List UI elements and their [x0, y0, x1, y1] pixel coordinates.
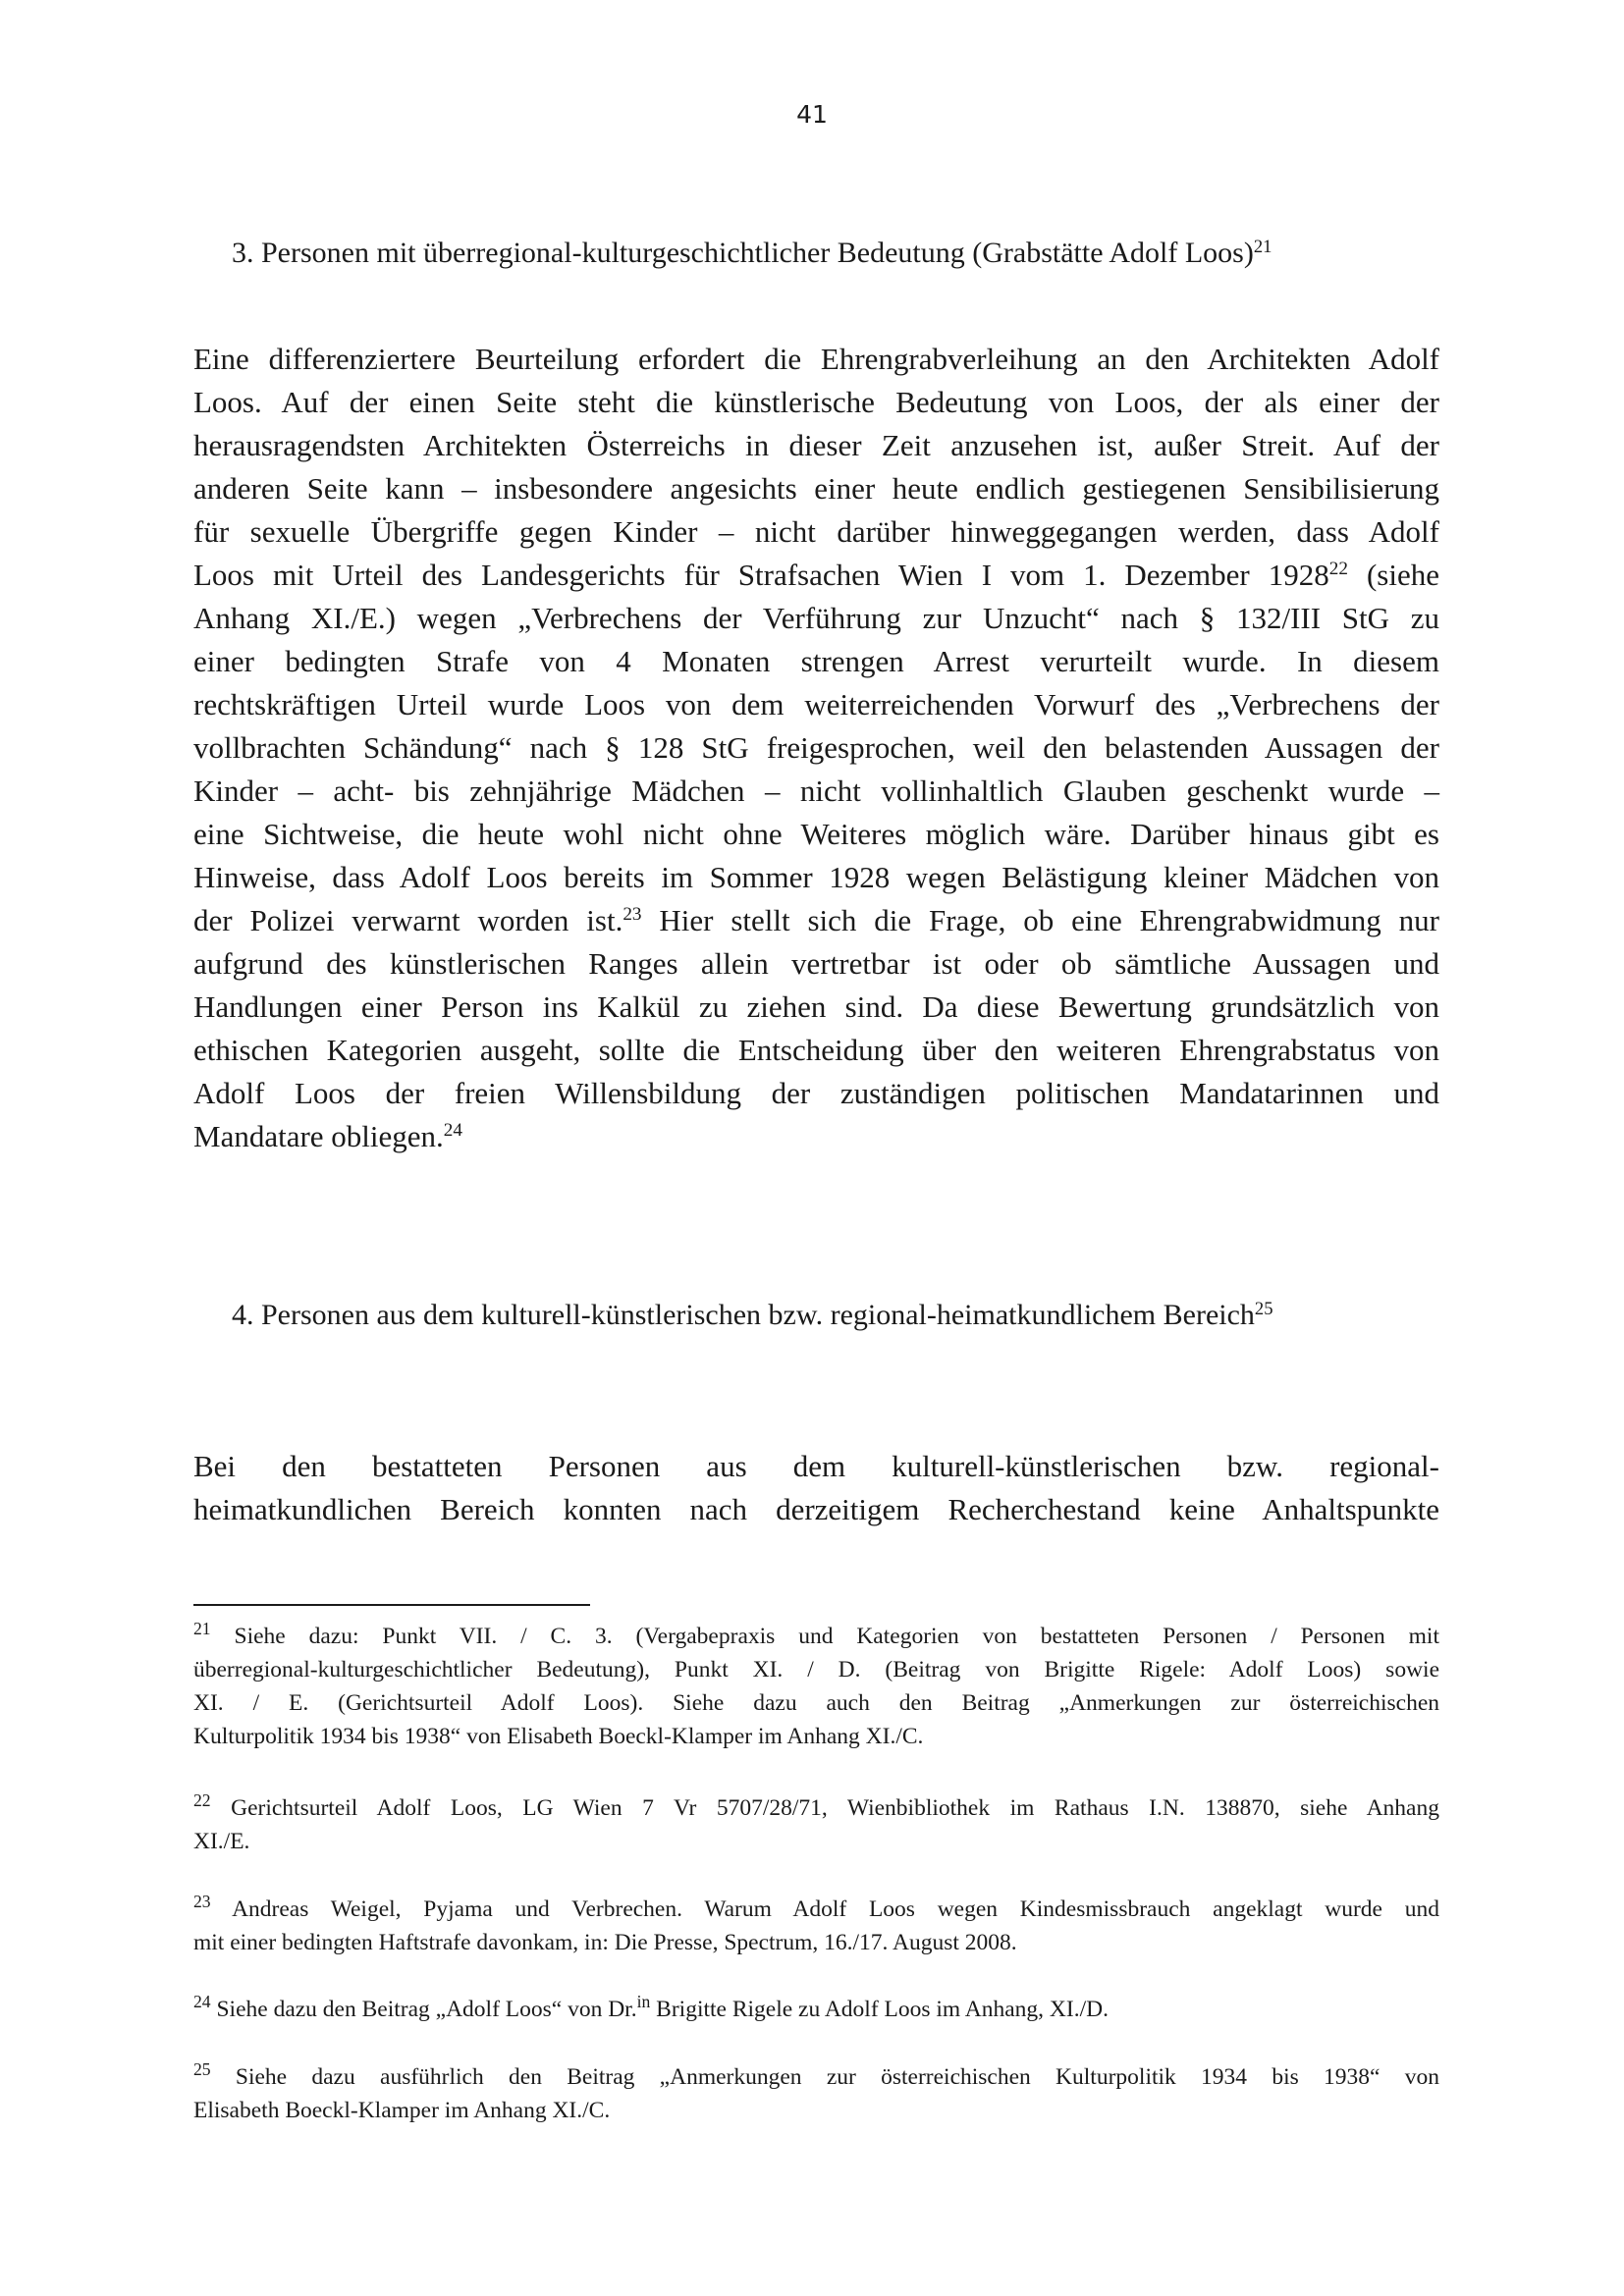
footnote-24	[193, 1993, 1439, 2026]
footnote-number: 25	[193, 2059, 211, 2080]
paragraph-line	[193, 899, 1439, 942]
paragraph-line: Handlungen einer Person ins Kalkül zu ziehen sind. Da diese Bewertung grundsätzlich von	[193, 989, 1439, 1024]
paragraph-line: herausragendsten Architekten Österreichs in dieser Zeit anzusehen ist, außer Streit. Auf der	[193, 428, 1439, 462]
paragraph-line: Loos. Auf der einen Seite steht die künstlerische Bedeutung von Loos, der als einer der	[193, 385, 1439, 419]
footnote-line: Elisabeth Boeckl-Klamper im Anhang XI./C.	[193, 2098, 611, 2123]
footnote-number: 21	[193, 1619, 211, 1639]
section-heading-4-text: 4. Personen aus dem kulturell-künstlerischen bzw. regional-heimatkundlichem Bereich	[232, 1299, 1255, 1331]
footnote-text: Gerichtsurteil Adolf Loos, LG Wien 7 Vr 5707/28/71, Wienbibliothek im Rathaus I.N. 138870, siehe Anhang	[210, 1795, 1439, 1821]
footnote-21	[193, 1620, 1439, 1753]
footnote-text: Andreas Weigel, Pyjama und Verbrechen. Warum Adolf Loos wegen Kindesmissbrauch angeklagt wurde und	[210, 1896, 1439, 1922]
paragraph-line: Hinweise, dass Adolf Loos bereits im Sommer 1928 wegen Belästigung kleiner Mädchen von	[193, 860, 1439, 894]
section-heading-3-text: 3. Personen mit überregional-kulturgeschichtlicher Bedeutung (Grabstätte Adolf Loos)	[232, 237, 1254, 269]
footnote-line	[193, 2060, 1439, 2094]
paragraph-line: für sexuelle Übergriffe gegen Kinder – nicht darüber hinweggegangen werden, dass Adolf	[193, 514, 1439, 549]
page-number: 41	[796, 100, 828, 129]
footnote-line: XI./E.	[193, 1829, 250, 1854]
line-text: der Polizei verwarnt worden ist.	[193, 903, 623, 937]
footnote-text: Siehe dazu ausführlich den Beitrag „Anmerkungen zur österreichischen Kulturpolitik 1934 bis 1938“ von	[210, 2064, 1439, 2090]
footnote-ref-24[interactable]: 24	[443, 1120, 462, 1142]
paragraph-line	[193, 554, 1439, 597]
footnote-text: Siehe dazu den Beitrag „Adolf Loos“ von Dr.	[210, 1997, 637, 2022]
footnote-line	[193, 1620, 1439, 1653]
footnote-line	[193, 1791, 1439, 1825]
footnote-line: überregional-kulturgeschichtlicher Bedeutung), Punkt XI. / D. (Beitrag von Brigitte Rigele: Adolf Loos) sowie	[193, 1657, 1439, 1682]
footnote-separator	[193, 1604, 590, 1606]
paragraph-line: heimatkundlichen Bereich konnten nach derzeitigem Recherchestand keine Anhaltspunkte	[193, 1492, 1439, 1526]
paragraph-line: aufgrund des künstlerischen Ranges allein vertretbar ist oder ob sämtliche Aussagen und	[193, 946, 1439, 981]
footnote-number: 24	[193, 1992, 211, 2012]
footnote-line	[193, 1993, 1439, 2026]
footnote-25	[193, 2060, 1439, 2127]
footnote-ref-23[interactable]: 23	[623, 904, 642, 926]
footnote-number: 22	[193, 1790, 211, 1811]
line-text: Hier stellt sich die Frage, ob eine Ehrengrabwidmung nur	[641, 903, 1439, 937]
paragraph-line: vollbrachten Schändung“ nach § 128 StG freigesprochen, weil den belastenden Aussagen der	[193, 730, 1439, 765]
paragraph-line: einer bedingten Strafe von 4 Monaten strengen Arrest verurteilt wurde. In diesem	[193, 644, 1439, 678]
footnote-number: 23	[193, 1892, 211, 1912]
paragraph-line: Adolf Loos der freien Willensbildung der zuständigen politischen Mandatarinnen und	[193, 1076, 1439, 1110]
paragraph-line: Eine differenziertere Beurteilung erfordert die Ehrengrabverleihung an den Architekten Adolf	[193, 342, 1439, 376]
footnote-line	[193, 1893, 1439, 1926]
footnote-ref-21[interactable]: 21	[1253, 236, 1272, 257]
section-heading-3	[232, 236, 1272, 271]
footnote-line: mit einer bedingten Haftstrafe davonkam, in: Die Presse, Spectrum, 16./17. August 2008.	[193, 1930, 1017, 1955]
section-3-paragraph	[193, 338, 1439, 1158]
footnote-text: Siehe dazu: Punkt VII. / C. 3. (Vergabepraxis und Kategorien von bestatteten Personen / Personen mit	[210, 1624, 1439, 1649]
line-text: (siehe	[1347, 558, 1439, 592]
footnote-superscript: in	[636, 1992, 651, 2012]
footnote-22	[193, 1791, 1439, 1858]
paragraph-line: Bei den bestatteten Personen aus dem kulturell-künstlerischen bzw. regional-	[193, 1449, 1439, 1483]
paragraph-line: anderen Seite kann – insbesondere angesichts einer heute endlich gestiegenen Sensibilisierung	[193, 471, 1439, 506]
paragraph-line: Kinder – acht- bis zehnjährige Mädchen – nicht vollinhaltlich Glauben geschenkt wurde –	[193, 774, 1439, 808]
footnote-ref-25[interactable]: 25	[1254, 1298, 1273, 1319]
line-text: Mandatare obliegen.	[193, 1119, 444, 1153]
footnote-line: XI. / E. (Gerichtsurteil Adolf Loos). Siehe dazu auch den Beitrag „Anmerkungen zur österreichischen	[193, 1690, 1439, 1716]
paragraph-line: ethischen Kategorien ausgeht, sollte die Entscheidung über den weiteren Ehrengrabstatus von	[193, 1033, 1439, 1067]
footnote-23	[193, 1893, 1439, 1959]
line-text: Loos mit Urteil des Landesgerichts für Strafsachen Wien I vom 1. Dezember 1928	[193, 558, 1329, 592]
paragraph-line: eine Sichtweise, die heute wohl nicht ohne Weiteres möglich wäre. Darüber hinaus gibt es	[193, 817, 1439, 851]
section-heading-4	[232, 1298, 1273, 1333]
paragraph-line: rechtskräftigen Urteil wurde Loos von dem weiterreichenden Vorwurf des „Verbrechens der	[193, 687, 1439, 721]
section-4-paragraph	[193, 1445, 1439, 1531]
footnote-text: Brigitte Rigele zu Adolf Loos im Anhang, XI./D.	[650, 1997, 1109, 2022]
paragraph-line: Anhang XI./E.) wegen „Verbrechens der Verführung zur Unzucht“ nach § 132/III StG zu	[193, 601, 1439, 635]
footnote-line: Kulturpolitik 1934 bis 1938“ von Elisabeth Boeckl-Klamper im Anhang XI./C.	[193, 1724, 924, 1749]
paragraph-line	[193, 1115, 1439, 1158]
footnote-ref-22[interactable]: 22	[1328, 559, 1348, 580]
